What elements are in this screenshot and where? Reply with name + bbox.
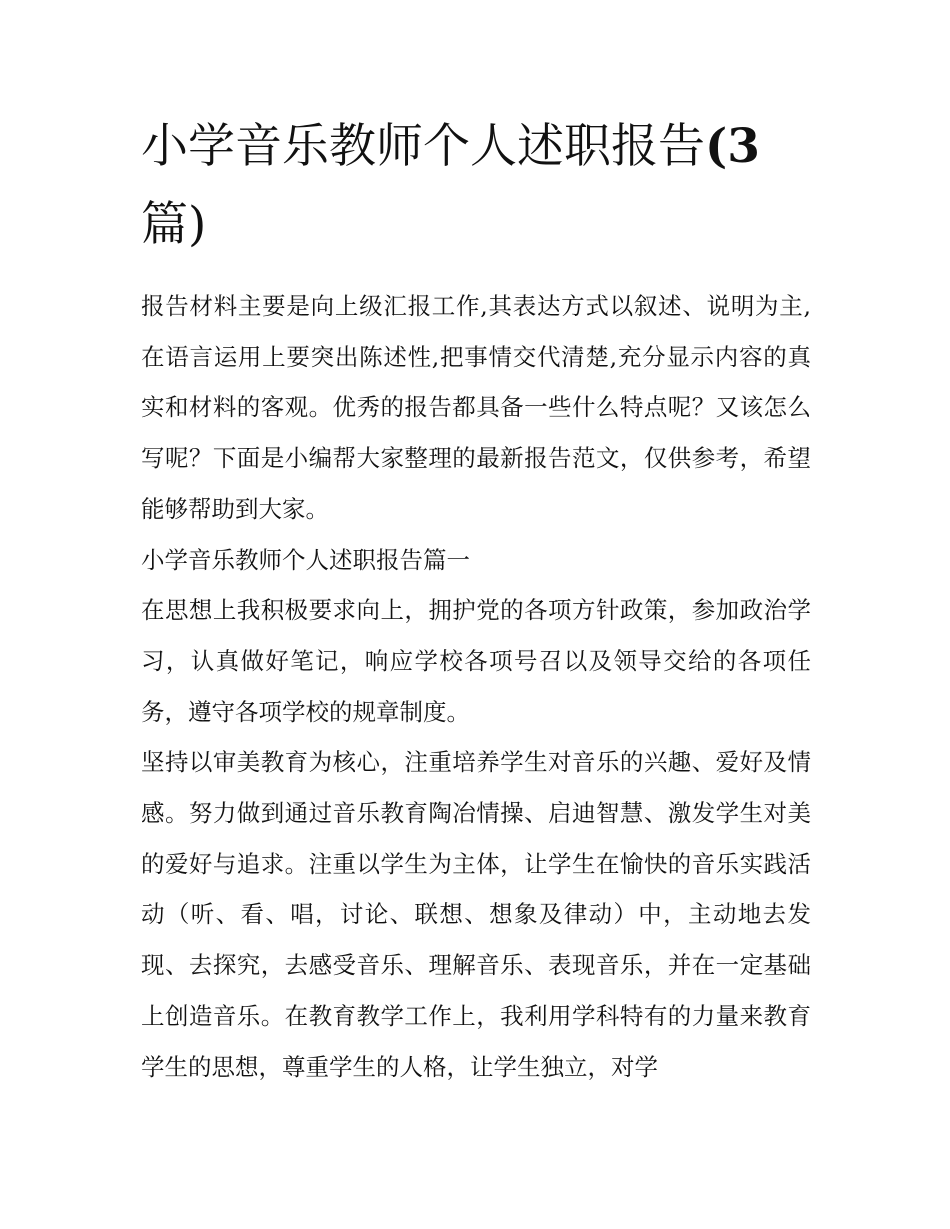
section-heading: 小学音乐教师个人述职报告篇一 — [141, 545, 470, 574]
document-page — [141, 108, 811, 1092]
body-paragraph: 在思想上我积极要求向上，拥护党的各项方针政策，参加政治学习，认真做好笔记，响应学校各项号召以及领导交给的各项任务，遵守各项学校的规章制度。 — [141, 596, 811, 726]
intro-paragraph: 报告材料主要是向上级汇报工作,其表达方式以叙述、说明为主,在语言运用上要突出陈述性,把事情交代清楚,充分显示内容的真实和材料的客观。优秀的报告都具备一些什么特点呢？又该怎么写呢？下面是小编帮大家整理的最新报告范文，仅供参考，希望能够帮助到大家。 — [141, 292, 811, 523]
document-title-end: 篇) — [141, 197, 207, 252]
document-body — [141, 281, 811, 1092]
document-title-main: 小学音乐教师个人述职报告 — [141, 119, 705, 174]
document-title — [141, 108, 811, 264]
document-title-count: (3 — [705, 119, 760, 174]
body-paragraph: 坚持以审美教育为核心，注重培养学生对音乐的兴趣、爱好及情感。努力做到通过音乐教育陶冶情操、启迪智慧、激发学生对美的爱好与追求。注重以学生为主体，让学生在愉快的音乐实践活动（听、看、唱，讨论、联想、想象及律动）中，主动地去发现、去探究，去感受音乐、理解音乐、表现音乐，并在一定基础上创造音乐。在教育教学工作上，我利用学科特有的力量来教育学生的思想，尊重学生的人格，让学生独立，对学 — [141, 748, 811, 1081]
